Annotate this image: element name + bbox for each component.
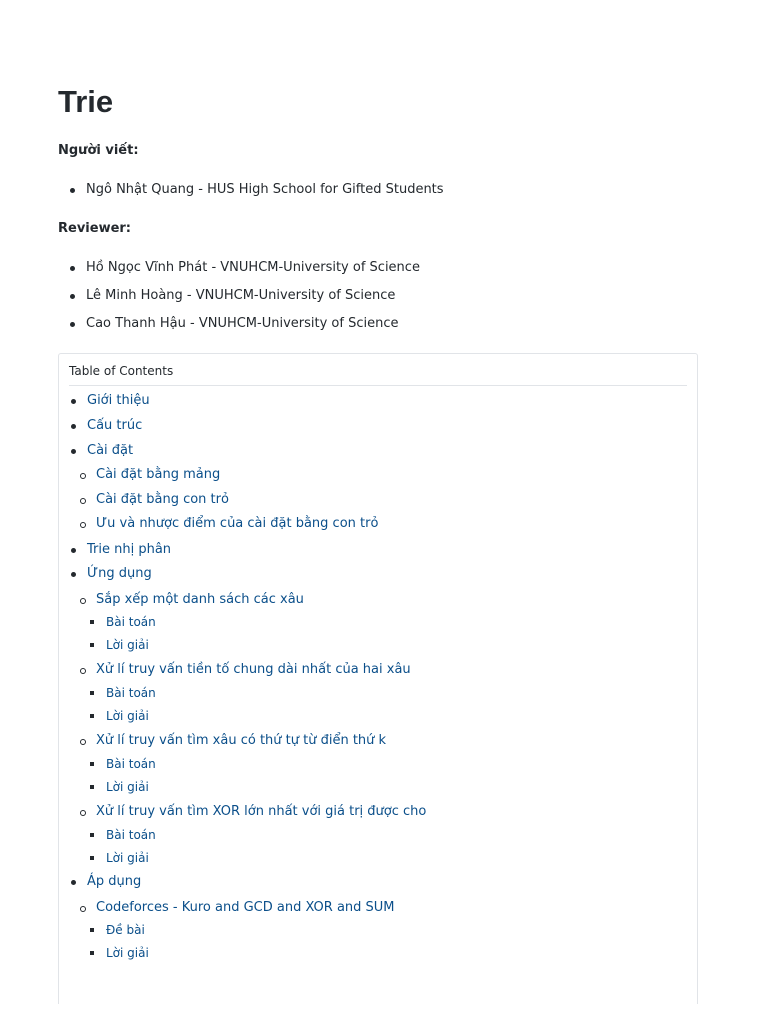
reviewer-item: Lê Minh Hoàng - VNUHCM-University of Science bbox=[58, 286, 698, 306]
toc-link[interactable]: Codeforces - Kuro and GCD and XOR and SUM bbox=[96, 900, 395, 915]
toc-link[interactable]: Ưu và nhược điểm của cài đặt bằng con trỏ bbox=[96, 516, 379, 531]
toc-link[interactable]: Lời giải bbox=[106, 851, 149, 865]
toc-link[interactable]: Áp dụng bbox=[87, 874, 142, 889]
toc-bullet-icon bbox=[80, 668, 86, 674]
toc-link[interactable]: Giới thiệu bbox=[87, 393, 150, 408]
toc-link[interactable]: Bài toán bbox=[106, 686, 156, 700]
toc-bullet-icon bbox=[90, 856, 94, 860]
toc-bullet-icon bbox=[90, 928, 94, 932]
table-of-contents bbox=[58, 353, 698, 1004]
toc-bullet-icon bbox=[71, 424, 76, 429]
toc-bullet-icon bbox=[90, 643, 94, 647]
toc-bullet-icon bbox=[71, 449, 76, 454]
toc-bullet-icon bbox=[80, 810, 86, 816]
author-item: Ngô Nhật Quang - HUS High School for Gifted Students bbox=[58, 180, 698, 200]
toc-link[interactable]: Xử lí truy vấn tìm xâu có thứ tự từ điển thứ k bbox=[96, 733, 387, 748]
toc-bullet-icon bbox=[71, 880, 76, 885]
page-title: Trie bbox=[58, 84, 114, 119]
toc-bullet-icon bbox=[90, 951, 94, 955]
toc-bullet-icon bbox=[90, 691, 94, 695]
toc-bullet-icon bbox=[90, 620, 94, 624]
toc-link[interactable]: Cài đặt bằng mảng bbox=[96, 467, 221, 482]
toc-bullet-icon bbox=[90, 714, 94, 718]
toc-link[interactable]: Lời giải bbox=[106, 709, 149, 723]
reviewer-label: Reviewer: bbox=[58, 221, 132, 236]
toc-bullet-icon bbox=[80, 739, 86, 745]
toc-link[interactable]: Cấu trúc bbox=[87, 418, 143, 433]
toc-link[interactable]: Bài toán bbox=[106, 828, 156, 842]
toc-bullet-icon bbox=[71, 399, 76, 404]
toc-link[interactable]: Bài toán bbox=[106, 615, 156, 629]
toc-link[interactable]: Xử lí truy vấn tìm XOR lớn nhất với giá trị được cho bbox=[96, 804, 427, 819]
toc-link[interactable]: Cài đặt bằng con trỏ bbox=[96, 492, 229, 507]
toc-bullet-icon bbox=[80, 598, 86, 604]
toc-bullet-icon bbox=[80, 498, 86, 504]
toc-bullet-icon bbox=[80, 906, 86, 912]
toc-title: Table of Contents bbox=[69, 362, 687, 386]
toc-link[interactable]: Cài đặt bbox=[87, 443, 134, 458]
reviewer-list bbox=[58, 258, 698, 334]
toc-link[interactable]: Lời giải bbox=[106, 780, 149, 794]
toc-bullet-icon bbox=[71, 572, 76, 577]
toc-bullet-icon bbox=[80, 473, 86, 479]
toc-link[interactable]: Bài toán bbox=[106, 757, 156, 771]
toc-bullet-icon bbox=[90, 762, 94, 766]
toc-link[interactable]: Xử lí truy vấn tiền tố chung dài nhất của hai xâu bbox=[96, 662, 411, 677]
toc-link[interactable]: Ứng dụng bbox=[87, 566, 152, 581]
toc-bullet-icon bbox=[90, 785, 94, 789]
toc-bullet-icon bbox=[90, 833, 94, 837]
reviewer-item: Cao Thanh Hậu - VNUHCM-University of Science bbox=[58, 314, 698, 334]
toc-bullet-icon bbox=[80, 522, 86, 528]
toc-link[interactable]: Sắp xếp một danh sách các xâu bbox=[96, 592, 304, 607]
toc-link[interactable]: Trie nhị phân bbox=[87, 542, 172, 557]
author-label: Người viết: bbox=[58, 143, 139, 158]
toc-link[interactable]: Lời giải bbox=[106, 638, 149, 652]
article bbox=[58, 82, 698, 960]
toc-link[interactable]: Lời giải bbox=[106, 946, 149, 960]
reviewer-item: Hồ Ngọc Vĩnh Phát - VNUHCM-University of Science bbox=[58, 258, 698, 278]
toc-link[interactable]: Đề bài bbox=[106, 923, 145, 937]
toc-bullet-icon bbox=[71, 548, 76, 553]
author-list bbox=[58, 180, 698, 200]
